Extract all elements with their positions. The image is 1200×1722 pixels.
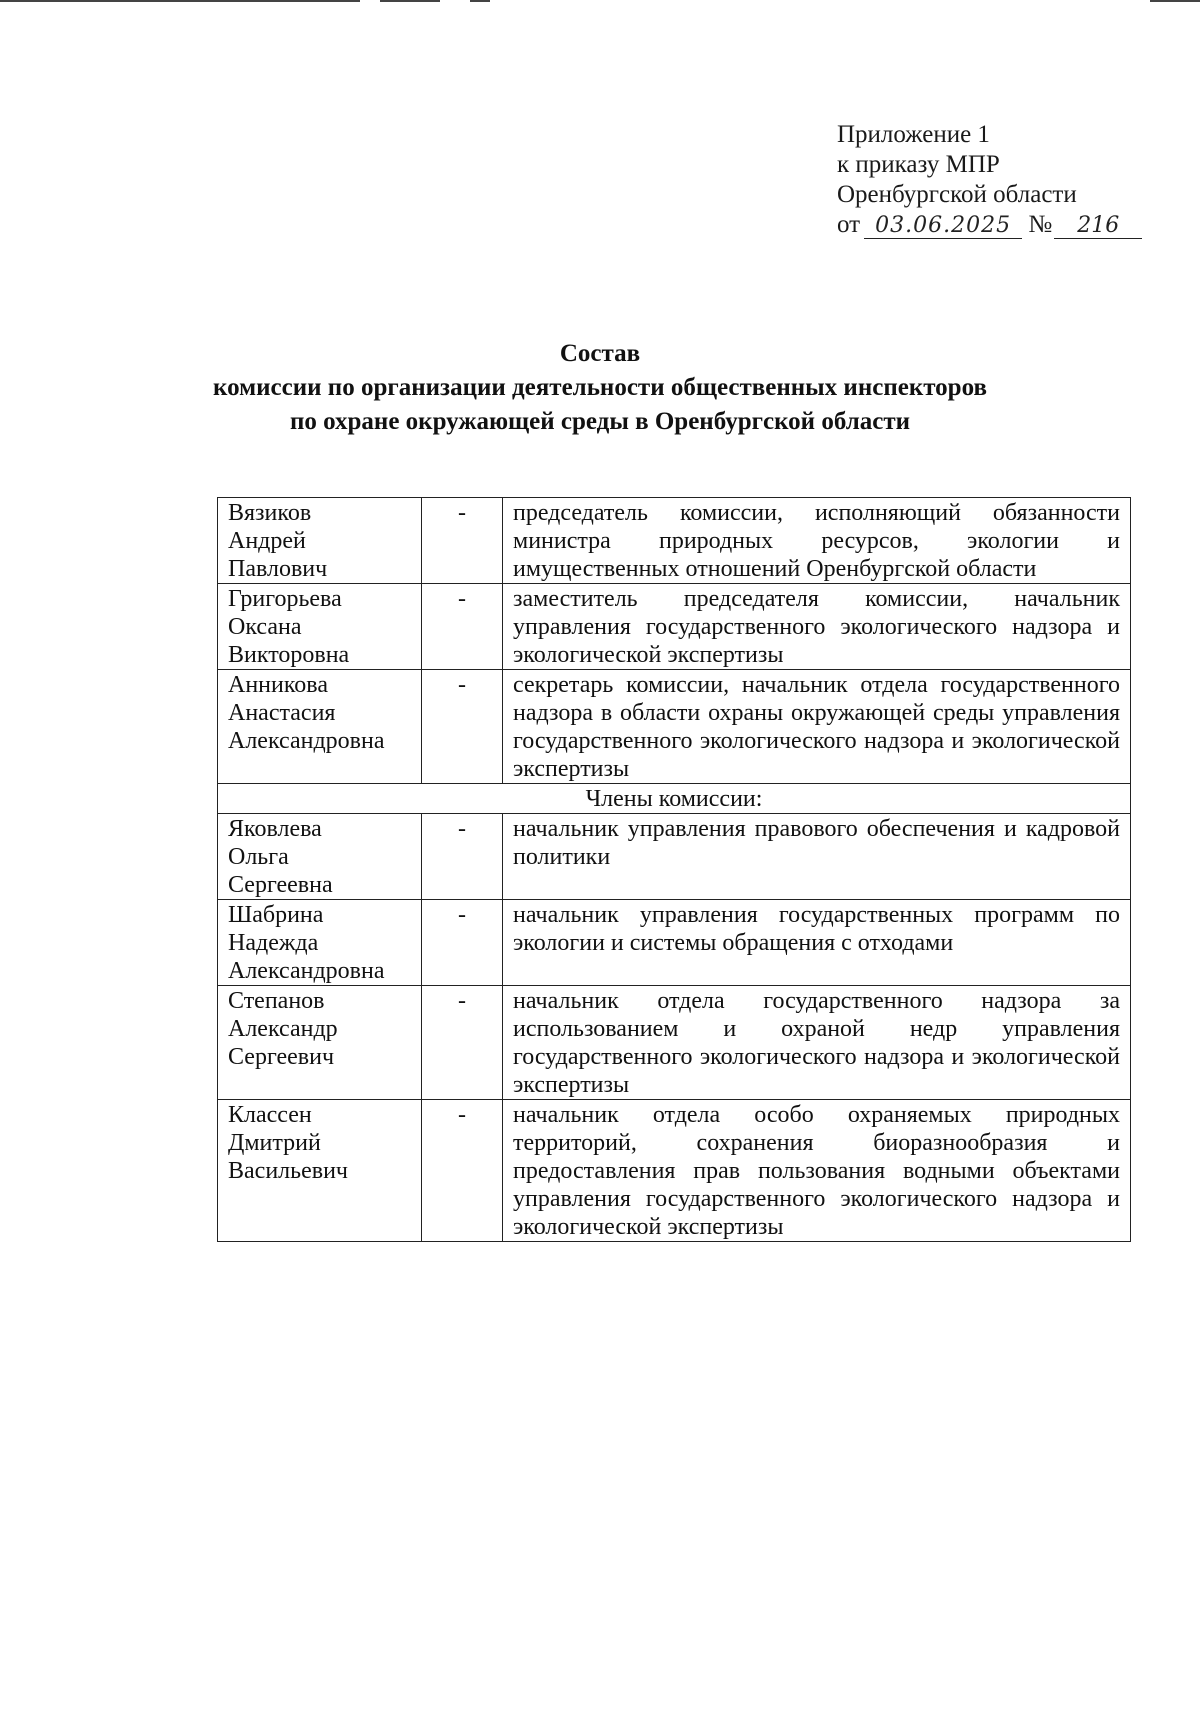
surname: Григорьева xyxy=(228,586,342,612)
table-row xyxy=(218,498,1131,584)
first-name: Андрей xyxy=(228,528,306,554)
member-role: начальник отдела государственного надзора за использованием и охраной недр управления государственного экологического надзора и экологической экспертизы xyxy=(503,986,1131,1100)
first-name: Александр xyxy=(228,1016,338,1042)
member-name xyxy=(218,1100,422,1242)
patronymic: Васильевич xyxy=(228,1158,348,1184)
patronymic: Сергеевич xyxy=(228,1044,335,1070)
scan-edge-marks xyxy=(0,0,1200,2)
dash-cell: - xyxy=(422,814,503,900)
title-line-1: Состав xyxy=(559,340,641,367)
patronymic: Павлович xyxy=(228,556,328,582)
table-row xyxy=(218,670,1131,784)
patronymic: Александровна xyxy=(228,728,385,754)
members-heading: Члены комиссии: xyxy=(218,784,1131,814)
member-name xyxy=(218,814,422,900)
member-name xyxy=(218,670,422,784)
member-role: начальник отдела особо охраняемых природных территорий, сохранения биоразнообразия и предоставления прав пользования водными объектами управления государственного экологического надзора и экологической экспертизы xyxy=(503,1100,1131,1242)
member-name xyxy=(218,986,422,1100)
table-row xyxy=(218,814,1131,900)
appendix-region: Оренбургской области xyxy=(837,181,1077,208)
member-name xyxy=(218,584,422,670)
first-name: Дмитрий xyxy=(228,1130,321,1156)
patronymic: Сергеевна xyxy=(228,872,333,898)
section-row xyxy=(218,784,1131,814)
appendix-order-ref: к приказу МПР xyxy=(837,151,1000,178)
commission-table xyxy=(217,497,1131,1242)
dash-cell: - xyxy=(422,498,503,584)
member-name xyxy=(218,900,422,986)
surname: Степанов xyxy=(228,988,325,1014)
dash-cell: - xyxy=(422,584,503,670)
member-role: заместитель председателя комиссии, начальник управления государственного экологического надзора и экологической экспертизы xyxy=(503,584,1131,670)
document-title xyxy=(150,337,1050,439)
appendix-title: Приложение 1 xyxy=(837,121,990,148)
surname: Классен xyxy=(228,1102,312,1128)
title-line-3: по охране окружающей среды в Оренбургской области xyxy=(289,408,911,435)
first-name: Анастасия xyxy=(228,700,336,726)
dash-cell: - xyxy=(422,900,503,986)
member-role: секретарь комиссии, начальник отдела государственного надзора в области охраны окружающей среды управления государственного экологического надзора и экологической экспертизы xyxy=(503,670,1131,784)
handwritten-date: 03.06.2025 xyxy=(864,214,1022,239)
member-role: начальник управления государственных программ по экологии и системы обращения с отходами xyxy=(503,900,1131,986)
member-name xyxy=(218,498,422,584)
dash-cell: - xyxy=(422,670,503,784)
surname: Яковлева xyxy=(228,816,322,842)
first-name: Надежда xyxy=(228,930,319,956)
first-name: Ольга xyxy=(228,844,289,870)
table-row xyxy=(218,986,1131,1100)
table-row xyxy=(218,584,1131,670)
member-role: председатель комиссии, исполняющий обязанности министра природных ресурсов, экологии и имущественных отношений Оренбургской области xyxy=(503,498,1131,584)
patronymic: Викторовна xyxy=(228,642,350,668)
dash-cell: - xyxy=(422,1100,503,1242)
appendix-header xyxy=(837,120,1142,240)
title-line-2: комиссии по организации деятельности общественных инспекторов xyxy=(213,374,987,401)
dash-cell: - xyxy=(422,986,503,1100)
member-role: начальник управления правового обеспечения и кадровой политики xyxy=(503,814,1131,900)
appendix-date-number xyxy=(837,210,1142,240)
handwritten-number: 216 xyxy=(1054,214,1142,239)
table-row xyxy=(218,1100,1131,1242)
surname: Вязиков xyxy=(228,500,312,526)
date-prefix: от xyxy=(837,211,861,238)
first-name: Оксана xyxy=(228,614,302,640)
number-prefix: № xyxy=(1028,211,1053,238)
table-row xyxy=(218,900,1131,986)
surname: Анникова xyxy=(228,672,328,698)
surname: Шабрина xyxy=(228,902,324,928)
patronymic: Александровна xyxy=(228,958,385,984)
